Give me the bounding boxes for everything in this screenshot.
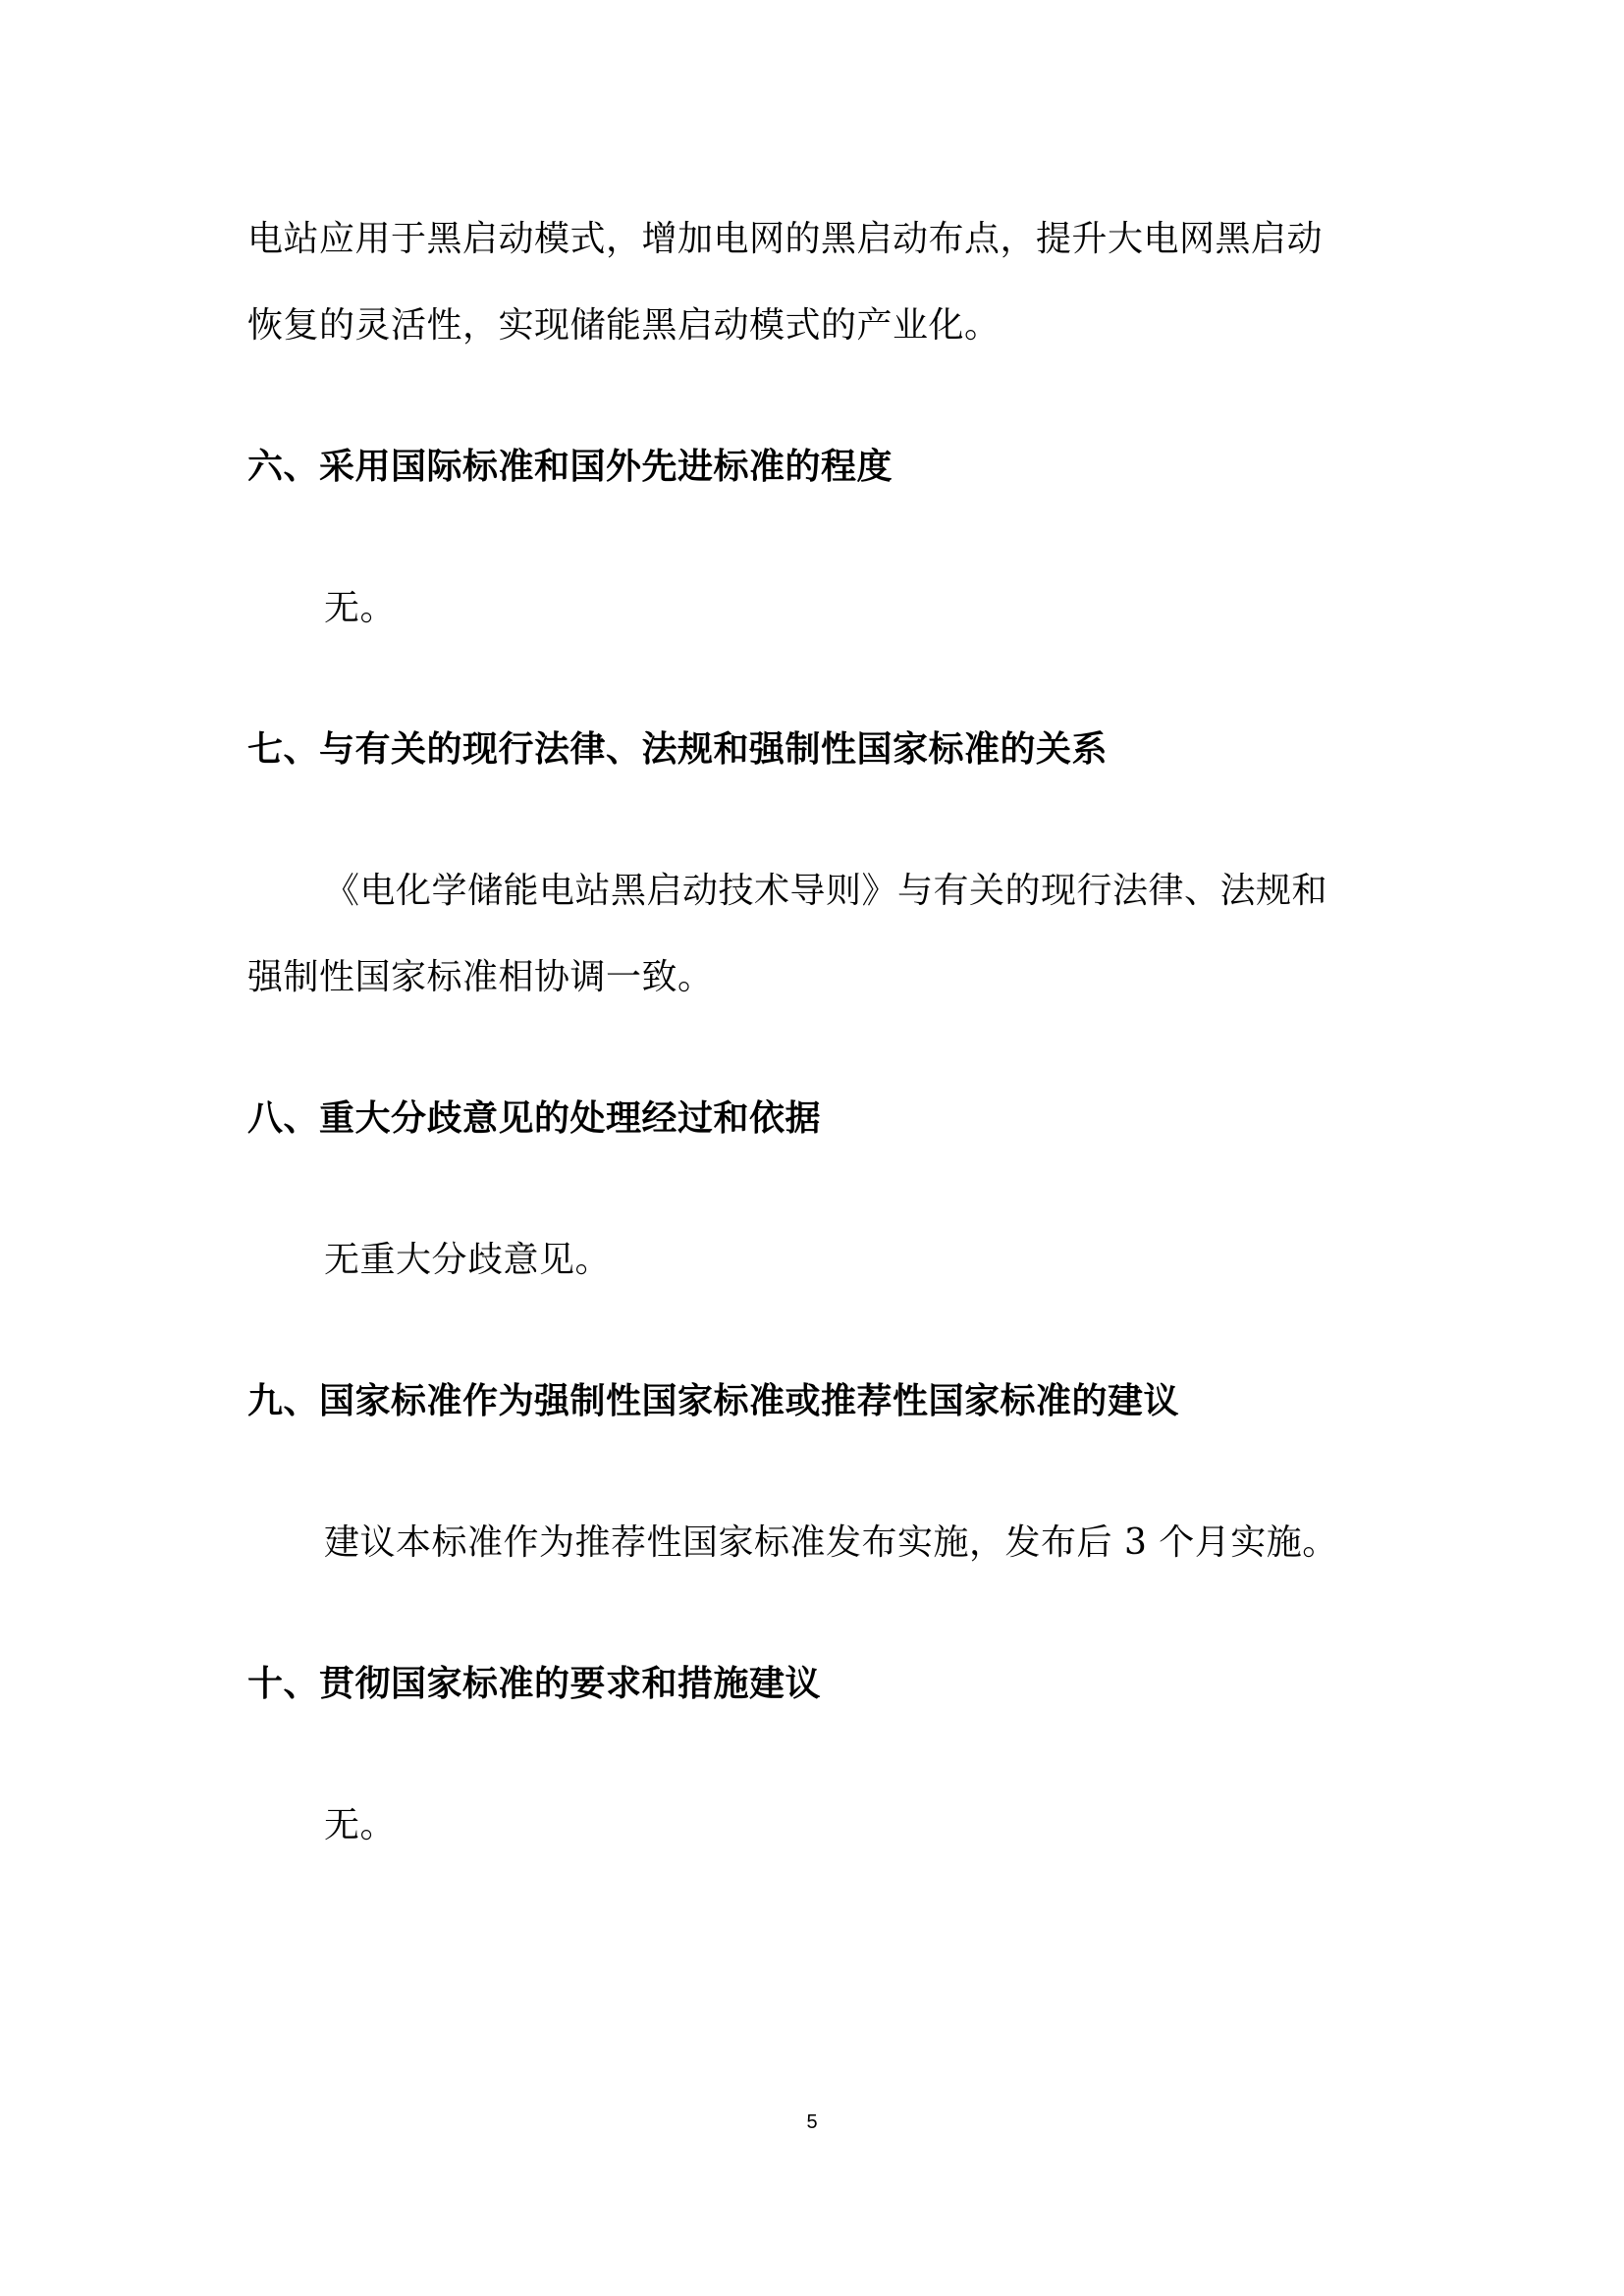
page-number: 5	[806, 2111, 818, 2133]
section-body-8: 无重大分歧意见。	[324, 1240, 612, 1280]
section-heading-6: 六、采用国际标准和国外先进标准的程度	[247, 447, 893, 487]
paragraph-line: 恢复的灵活性，实现储能黑启动模式的产业化。	[247, 305, 1001, 346]
section-heading-9: 九、国家标准作为强制性国家标准或推荐性国家标准的建议	[247, 1381, 1180, 1421]
section-body-9: 建议本标准作为推荐性国家标准发布实施，发布后 3 个月实施。	[324, 1522, 1338, 1563]
section-body-10: 无。	[324, 1805, 397, 1845]
section-heading-10: 十、贯彻国家标准的要求和措施建议	[247, 1664, 822, 1704]
paragraph-line: 电站应用于黑启动模式，增加电网的黑启动布点，提升大电网黑启动	[247, 219, 1324, 259]
section-body-7-line2: 强制性国家标准相协调一致。	[247, 957, 714, 997]
section-heading-8: 八、重大分歧意见的处理经过和依据	[247, 1098, 822, 1139]
section-body-7-line1: 《电化学储能电站黑启动技术导则》与有关的现行法律、法规和	[324, 871, 1328, 911]
section-heading-7: 七、与有关的现行法律、法规和强制性国家标准的关系	[247, 729, 1109, 770]
section-body-6: 无。	[324, 588, 397, 628]
